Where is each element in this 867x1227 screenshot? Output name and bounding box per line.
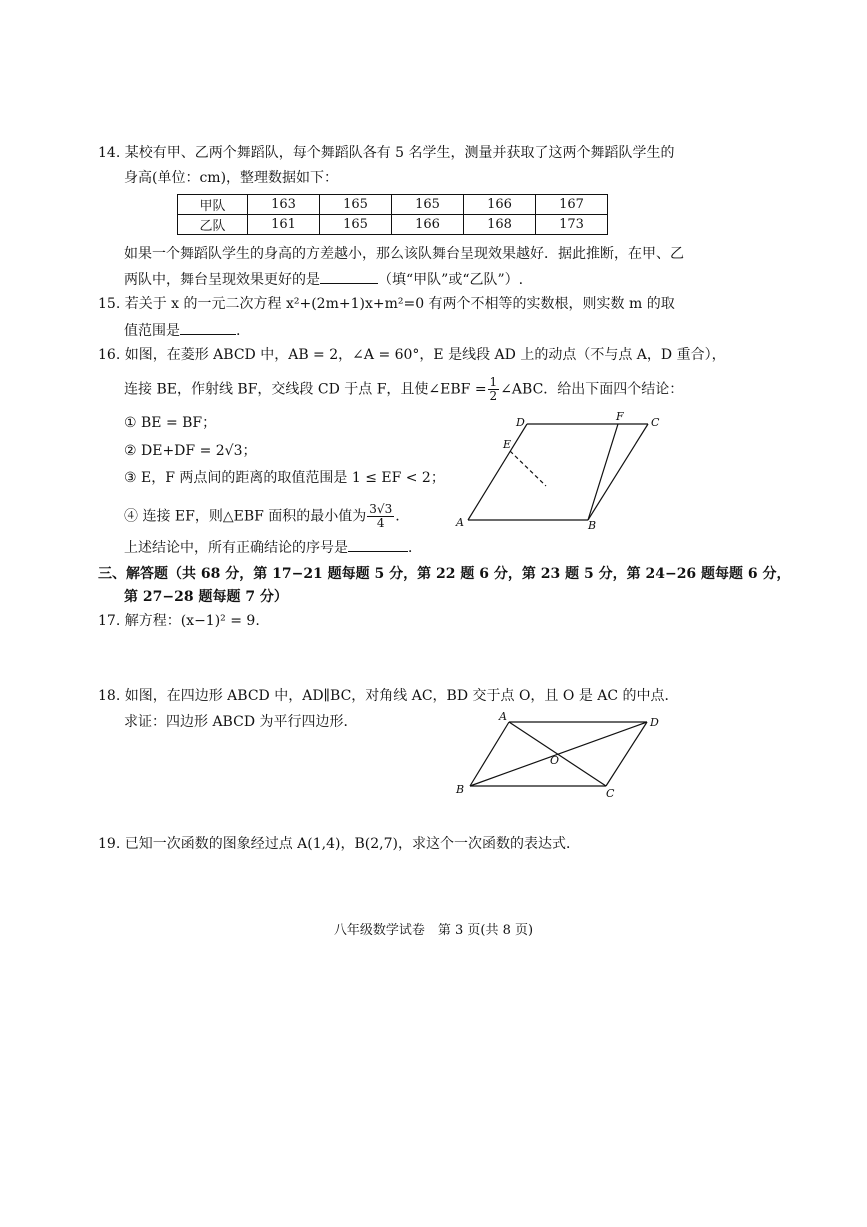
q16-text-end-a: 上述结论中，所有正确结论的序号是	[124, 540, 348, 556]
table-cell: 165	[320, 195, 392, 215]
q16-conclusion-2: ② DE+DF = 2√3；	[124, 443, 257, 459]
table-cell: 166	[464, 195, 536, 215]
q14-line2: 身高(单位：cm)，整理数据如下：	[124, 170, 339, 186]
q17-text: 解方程：(x−1)² = 9.	[124, 613, 260, 629]
q15-line1	[98, 294, 675, 314]
q16-conclusion-3: ③ E，F 两点间的距离的取值范围是 1 ≤ EF < 2；	[124, 470, 445, 486]
quadrilateral-figure	[450, 708, 670, 800]
q16-answer-blank[interactable]	[348, 537, 408, 552]
segment-be	[510, 451, 546, 486]
q19-line	[98, 834, 580, 854]
q14-text-4a: 两队中，舞台呈现效果更好的是	[124, 272, 320, 288]
q16-text-1: 如图，在菱形 ABCD 中，AB = 2，∠A = 60°，E 是线段 AD 上的动点（不与点 A，D 重合），	[124, 347, 726, 363]
height-data-table	[177, 194, 608, 235]
q14-answer-blank[interactable]	[320, 269, 378, 284]
side-dc	[606, 722, 647, 786]
label-o: O	[550, 754, 560, 767]
label-c: C	[651, 416, 660, 429]
rhombus-figure	[450, 408, 670, 534]
q18-number: 18.	[98, 688, 121, 704]
q16-line1	[98, 345, 726, 365]
q16-text-2b: ∠ABC．给出下面四个结论：	[500, 381, 684, 398]
ray-bf	[588, 424, 618, 520]
q14-number: 14.	[98, 145, 121, 161]
table-cell: 甲队	[178, 195, 248, 215]
label-b: B	[588, 519, 597, 532]
q16-line-end	[124, 537, 422, 558]
table-row	[178, 195, 608, 215]
q19-number: 19.	[98, 836, 121, 852]
q15-line2	[124, 320, 240, 341]
table-cell: 165	[320, 215, 392, 235]
q16-text-c4b: .	[395, 508, 400, 525]
section3-heading-1: 三、解答题（共 68 分，第 17−21 题每题 5 分，第 22 题 6 分，第 23 题 5 分，第 24−26 题每题 6 分，	[98, 566, 791, 582]
label-d: D	[516, 416, 525, 429]
q14-text-1: 某校有甲、乙两个舞蹈队，每个舞蹈队各有 5 名学生，测量并获取了这两个舞蹈队学生的	[124, 145, 675, 161]
table-cell: 165	[392, 195, 464, 215]
q16-text-end-b: ．	[408, 540, 422, 556]
q15-text-2-end: .	[236, 323, 241, 339]
q17-number: 17.	[98, 613, 121, 629]
page-footer: 八年级数学试卷 第 3 页(共 8 页)	[333, 923, 534, 938]
q19-text: 已知一次函数的图象经过点 A(1,4)，B(2,7)，求这个一次函数的表达式．	[124, 836, 580, 852]
q16-conclusion-1: ① BE = BF；	[124, 415, 217, 431]
q16-c4-fraction	[367, 503, 394, 530]
q18-line2: 求证：四边形 ABCD 为平行四边形．	[124, 714, 358, 730]
fraction-numerator: 1	[489, 375, 498, 389]
q17-line	[98, 611, 260, 631]
side-bc	[588, 424, 648, 520]
q18-text-1: 如图，在四边形 ABCD 中，AD∥BC，对角线 AC，BD 交于点 O，且 O 是 AC 的中点．	[124, 688, 679, 704]
q14-line4	[124, 269, 523, 290]
label-d: D	[650, 716, 659, 729]
table-row	[178, 215, 608, 235]
side-ab	[470, 722, 509, 786]
table-cell: 168	[464, 215, 536, 235]
q16-line2	[124, 376, 683, 403]
table-cell: 166	[392, 215, 464, 235]
q16-fraction	[488, 376, 500, 403]
table-cell: 173	[536, 215, 608, 235]
side-ad	[468, 424, 527, 520]
q14-line3: 如果一个舞蹈队学生的身高的方差越小，那么该队舞台呈现效果越好．据此推断，在甲、乙	[124, 246, 684, 262]
fraction-denominator: 4	[376, 516, 385, 530]
q15-number: 15.	[98, 296, 121, 312]
label-b: B	[456, 783, 465, 796]
label-a: A	[499, 710, 507, 723]
section3-heading-2: 第 27−28 题每题 7 分）	[124, 589, 288, 605]
label-f: F	[616, 410, 624, 423]
table-cell: 163	[248, 195, 320, 215]
q16-text-c4a: ④ 连接 EF，则△EBF 面积的最小值为	[124, 508, 367, 525]
q15-text-1: 若关于 x 的一元二次方程 x²+(2m+1)x+m²=0 有两个不相等的实数根，则实数 m 的取	[124, 296, 675, 312]
label-e: E	[503, 438, 512, 451]
fraction-denominator: 2	[489, 389, 498, 403]
table-cell: 167	[536, 195, 608, 215]
q18-line1	[98, 686, 679, 706]
label-c: C	[606, 787, 615, 800]
q16-number: 16.	[98, 347, 121, 363]
label-a: A	[456, 516, 464, 529]
q16-conclusion-4	[124, 503, 400, 530]
q16-text-2a: 连接 BE，作射线 BF，交线段 CD 于点 F，且使∠EBF =	[124, 381, 487, 398]
table-cell: 161	[248, 215, 320, 235]
q14-line1	[98, 143, 675, 163]
q15-text-2: 值范围是	[124, 323, 180, 339]
q14-text-4b: （填“甲队”或“乙队”）.	[378, 272, 524, 288]
fraction-numerator: 3√3	[369, 502, 393, 516]
q15-answer-blank[interactable]	[180, 320, 236, 335]
table-cell: 乙队	[178, 215, 248, 235]
